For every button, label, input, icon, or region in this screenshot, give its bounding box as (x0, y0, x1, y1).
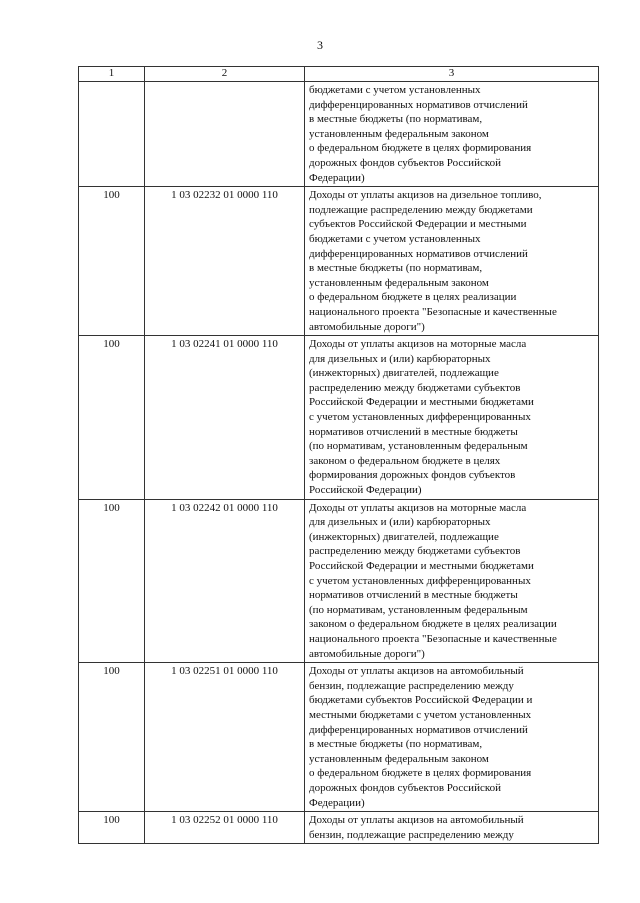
table-row (79, 187, 599, 336)
admin-code-cell: 100 (79, 499, 145, 663)
description-cell (305, 812, 599, 844)
budget-code-cell: 1 03 02241 01 0000 110 (145, 336, 305, 500)
admin-code-cell (79, 82, 145, 187)
admin-code-cell: 100 (79, 187, 145, 336)
description-cell (305, 663, 599, 812)
column-header-2: 2 (145, 67, 305, 82)
page-number: 3 (317, 38, 323, 52)
description-text: Доходы от уплаты акцизов на дизельное топливо, подлежащие распределению между бюджетами субъектов Российской Федерации и местными бюджетами с учетом установленных дифференцированных нормативов отчислений в местные бюджеты (по нормативам, установленным федеральным законом о федеральном бюджете в целях реализации национального проекта "Безопасные и качественные автомобильные дороги") (309, 189, 557, 333)
description-text: Доходы от уплаты акцизов на моторные масла для дизельных и (или) карбюраторных (инжекторных) двигателей, подлежащие распределению между бюджетами субъектов Российской Федерации и местными бюджетами с учетом установленных дифференцированных нормативов отчислений в местные бюджеты (по нормативам, установленным федеральным законом о федеральном бюджете в целях реализации национального проекта "Безопасные и качественные автомобильные дороги") (309, 501, 557, 660)
description-text: Доходы от уплаты акцизов на автомобильный бензин, подлежащие распределению между (309, 814, 524, 841)
column-header-3: 3 (305, 67, 599, 82)
description-cell (305, 82, 599, 187)
budget-code-cell: 1 03 02242 01 0000 110 (145, 499, 305, 663)
description-text: Доходы от уплаты акцизов на автомобильный бензин, подлежащие распределению между бюджетами субъектов Российской Федерации и местными бюджетами с учетом установленных дифференцированных нормативов отчислений в местные бюджеты (по нормативам, установленным федеральным законом о федеральном бюджете в целях формирования дорожных фондов субъектов Российской Федерации) (309, 665, 533, 809)
table-row (79, 336, 599, 500)
table-row (79, 82, 599, 187)
budget-code-cell (145, 82, 305, 187)
admin-code-cell: 100 (79, 336, 145, 500)
table-row (79, 663, 599, 812)
budget-code-cell: 1 03 02251 01 0000 110 (145, 663, 305, 812)
budget-code-cell: 1 03 02232 01 0000 110 (145, 187, 305, 336)
admin-code-cell: 100 (79, 812, 145, 844)
revenue-table (78, 66, 599, 844)
column-header-1: 1 (79, 67, 145, 82)
table-header (79, 67, 599, 82)
admin-code-cell: 100 (79, 663, 145, 812)
description-text: бюджетами с учетом установленных дифференцированных нормативов отчислений в местные бюджеты (по нормативам, установленным федеральным законом о федеральном бюджете в целях формирования дорожных фондов субъектов Российской Федерации) (309, 84, 532, 184)
description-cell (305, 187, 599, 336)
budget-code-cell: 1 03 02252 01 0000 110 (145, 812, 305, 844)
description-text: Доходы от уплаты акцизов на моторные масла для дизельных и (или) карбюраторных (инжекторных) двигателей, подлежащие распределению между бюджетами субъектов Российской Федерации и местными бюджетами с учетом установленных дифференцированных нормативов отчислений в местные бюджеты (по нормативам, установленным федеральным законом о федеральном бюджете в целях формирования дорожных фондов субъектов Российской Федерации) (309, 338, 534, 497)
description-cell (305, 499, 599, 663)
description-cell (305, 336, 599, 500)
table-row (79, 499, 599, 663)
table-row (79, 812, 599, 844)
